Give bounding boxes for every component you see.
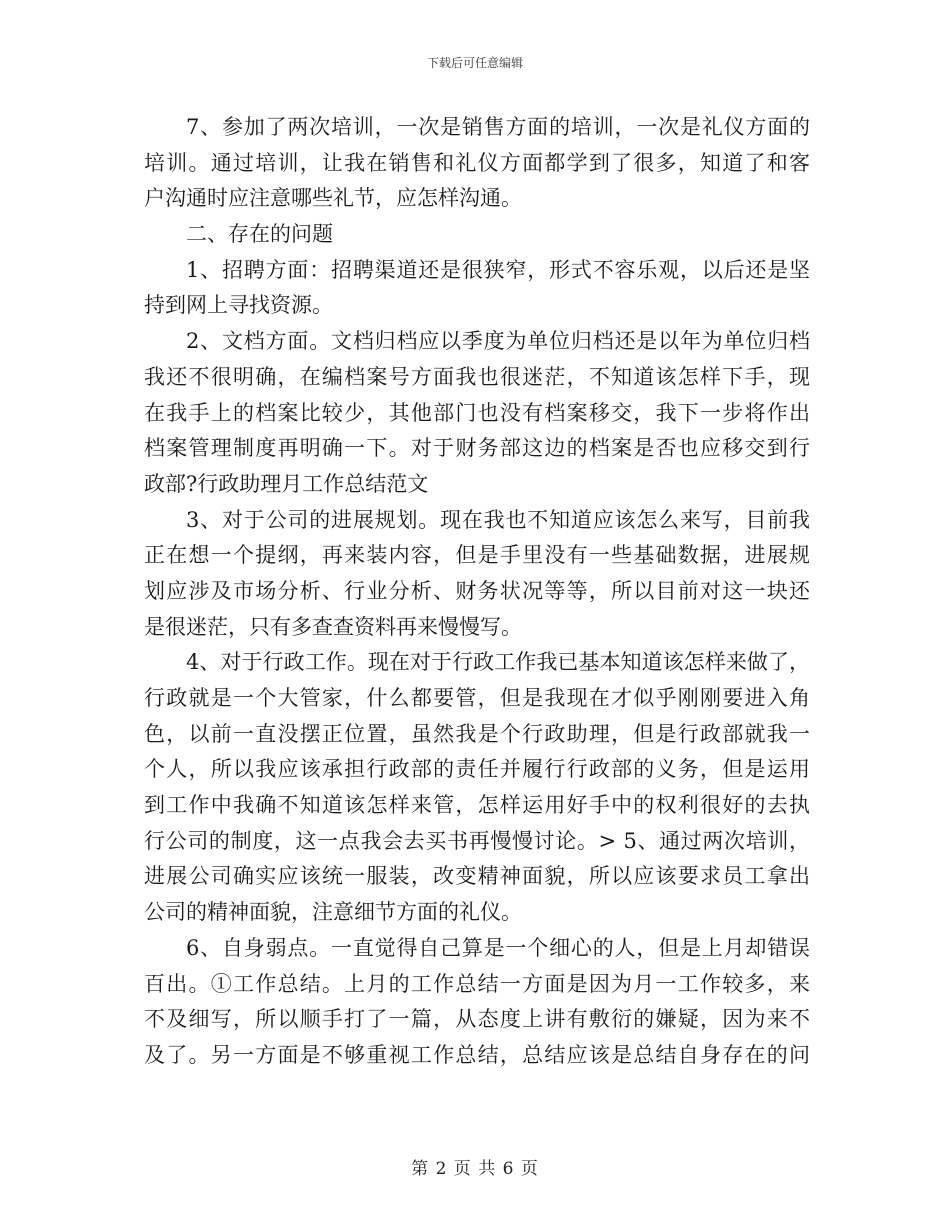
paragraph-line: 7、参加了两次培训，一次是销售方面的培训，一次是礼仪方面的 (186, 115, 810, 139)
paragraph-line: 个人，所以我应该承担行政部的责任并履行行政部的义务，但是运用 (144, 757, 810, 782)
paragraph-line: 3、对于公司的进展规划。现在我也不知道应该怎么来写，目前我 (186, 507, 810, 532)
paragraph-line: 行公司的制度，这一点我会去买书再慢慢讨论。> 5、通过两次培训， (144, 828, 810, 853)
paragraph-line: 到工作中我确不知道该怎样来管，怎样运用好手中的权利很好的去执 (144, 793, 810, 818)
paragraph-line: 不及细写，所以顺手打了一篇，从态度上讲有敷衍的嫌疑，因为来不 (144, 1007, 810, 1032)
paragraph-line: 2、文档方面。文档归档应以季度为单位归档还是以年为单位归档 (186, 329, 810, 354)
paragraph-line: 培训。通过培训，让我在销售和礼仪方面都学到了很多，知道了和客 (144, 150, 810, 175)
paragraph-line: 公司的精神面貌，注意细节方面的礼仪。 (144, 900, 522, 925)
paragraph-line: 户沟通时应注意哪些礼节，应怎样沟通。 (144, 186, 522, 211)
paragraph-line: 档案管理制度再明确一下。对于财务部这边的档案是否也应移交到行 (144, 436, 810, 461)
paragraph-line: 百出。①工作总结。上月的工作总结一方面是因为月一工作较多，来 (144, 971, 810, 996)
section-heading: 二、存在的问题 (186, 222, 333, 247)
paragraph-line: 1、招聘方面：招聘渠道还是很狭窄，形式不容乐观，以后还是坚 (186, 257, 810, 282)
paragraph-line: 6、自身弱点。一直觉得自己算是一个细心的人，但是上月却错误 (186, 935, 810, 960)
paragraph-line: 行政就是一个大管家，什么都要管，但是我现在才似乎刚刚要进入角 (144, 686, 810, 710)
paragraph-line: 我还不很明确，在编档案号方面我也很迷茫，不知道该怎样下手，现 (144, 364, 810, 389)
paragraph-line: 政部?行政助理月工作总结范文 (144, 471, 429, 496)
page-header-note: 下载后可任意编辑 (426, 56, 523, 70)
paragraph-line: 色，以前一直没摆正位置，虽然我是个行政助理，但是行政部就我一 (144, 721, 810, 746)
page-number: 第 2 页 共 6 页 (411, 1159, 539, 1179)
paragraph-line: 是很迷茫，只有多查查资料再来慢慢写。 (144, 614, 522, 639)
paragraph-line: 正在想一个提纲，再来装内容，但是手里没有一些基础数据，进展规 (144, 543, 810, 568)
paragraph-line: 在我手上的档案比较少，其他部门也没有档案移交，我下一步将作出 (144, 400, 810, 425)
paragraph-line: 持到网上寻找资源。 (144, 293, 333, 318)
paragraph-line: 进展公司确实应该统一服装，改变精神面貌，所以应该要求员工拿出 (144, 864, 810, 889)
paragraph-line: 4、对于行政工作。现在对于行政工作我已基本知道该怎样来做了， (186, 650, 810, 675)
document-body (144, 110, 810, 1074)
paragraph-line: 及了。另一方面是不够重视工作总结，总结应该是总结自身存在的问 (144, 1042, 810, 1067)
paragraph-line: 划应涉及市场分析、行业分析、财务状况等等，所以目前对这一块还 (144, 578, 810, 603)
